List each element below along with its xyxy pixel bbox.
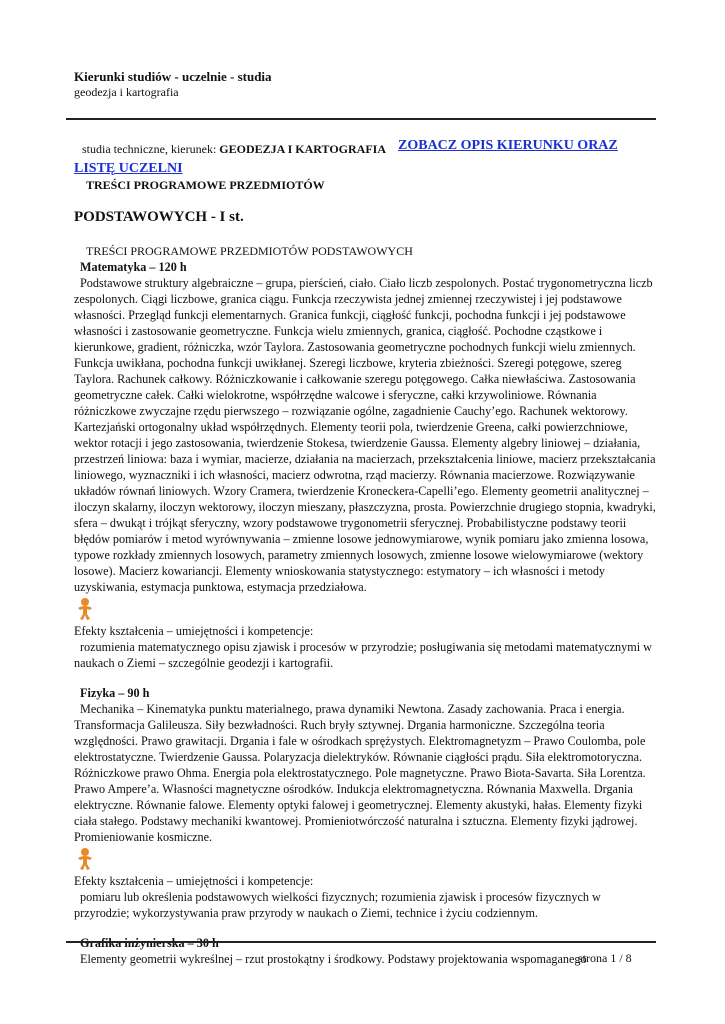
subject-title-physics: Fizyka – 90 h [80,686,150,700]
intro-field: GEODEZJA I KARTOGRAFIA [219,142,386,156]
course-link-part1[interactable]: ZOBACZ OPIS KIERUNKU ORAZ [398,138,618,153]
subject-description-math: Podstawowe struktury algebraiczne – grupa, pierścień, ciało. Ciało liczb zespolonych. Postać trygonometryczna liczb zespolonych. Ciągi liczbowe, granica ciągu. Funkcja rzeczywista jednej zmiennej rzeczywistej i jej podstawowe własności. Przegląd funkcji elementarnych. Granica funkcji, ciągłość funkcji, pochodna funkcji i jej podstawowe własności i zastosowanie geometryczne. Funkcja wielu zmiennych, granica, ciągłość. Pochodne cząstkowe i kierunkowe, gradient, różniczka, wzór Taylora. Zastosowania geometryczne pochodnych funkcji wielu zmiennych. Funkcja uwikłana, pochodna funkcji uwikłanej. Szeregi liczbowe, kryteria zbieżności. Szeregi potęgowe, szereg Taylora. Rachunek całkowy. Różniczkowanie i całkowanie szeregu potęgowego. Całka niewłaściwa. Zastosowania geometryczne całek. Całki wielokrotne, współrzędne walcowe i sferyczne, całki krzywoliniowe. Równania różniczkowe zwyczajne rzędu pierwszego – rozwiązanie ogólne, zagadnienie Cauchy’ego. Rachunek wektorowy. Kartezjański ortogonalny układ współrzędnych. Elementy teorii pola, twierdzenie Greena, całki powierzchniowe, wektor rotacji i jego zastosowania, twierdzenie Stokesa, twierdzenie Gaussa. Elementy algebry liniowej – działania, przestrzeń liniowa: baza i wymiar, macierze, działania na macierzach, przekształcenia liniowe, macierz przekształcania liniowego, wyznaczniki i ich własności, macierz odwrotna, rząd macierzy. Równania macierzowe. Rozwiązywanie układów równań liniowych. Wzory Cramera, twierdzenie Kroneckera-Capelli’ego. Elementy geometrii analitycznej – iloczyn skalarny, iloczyn wektorowy, iloczyn mieszany, płaszczyzna, prosta. Powierzchnie drugiego stopnia, kwadryki, sfera – dwukąt i trójkąt sferyczny, wzory podstawowe trygonometrii sferycznej. Probabilistyczne podstawy teorii błędów pomiarów i metod wyrównywania – zmienne losowe jednowymiarowe, wynik pomiaru jako zmienna losowa, typowe rozkłady zmiennych losowych, parametry zmiennych losowych, zmienne losowe wielowymiarowe (wektory losowe). Macierz kowariancji. Elementy wnioskowania statystycznego: estymatory – ich własności i metody uzyskiwania, estymacja punktowa, estymacja przedziałowa. [74,276,656,594]
effects-label-physics: Efekty kształcenia – umiejętności i kompetencje: [74,874,314,888]
subheading: TREŚCI PROGRAMOWE PRZEDMIOTÓW PODSTAWOWYCH [86,244,413,258]
effects-label-math: Efekty kształcenia – umiejętności i kompetencje: [74,624,314,638]
spacer [74,671,658,685]
main-content [74,138,658,967]
subject-description-graphics: Elementy geometrii wykreślnej – rzut prostokątny i środkowy. Podstawy projektowania wspomaganego [80,952,587,966]
header-subtitle: geodezja i kartografia [74,85,179,99]
header-title: Kierunki studiów - uczelnie - studia [74,69,272,84]
section-level: PODSTAWOWYCH - I st. [74,209,244,225]
figure-icon [74,597,96,621]
figure-icon [74,847,96,871]
page-number: strona 1 / 8 [578,951,632,965]
subject-description-physics: Mechanika – Kinematyka punktu materialnego, prawa dynamiki Newtona. Zasady zachowania. Praca i energia. Transformacja Galileusza. Siły bezwładności. Ruch bryły sztywnej. Drgania harmoniczne. Szczególna teoria względności. Prawo grawitacji. Drgania i fale w ośrodkach sprężystych. Elektromagnetyzm – Prawo Coulomba, pole elektrostatyczne. Twierdzenie Gaussa. Polaryzacja dielektryków. Równanie ciągłości prądu. Siła elektromotoryczna. Różniczkowe prawo Ohma. Energia pola elektrostatycznego. Pole magnetyczne. Prawo Biota-Savarta. Siła Lorentza. Prawo Ampere’a. Własności magnetyczne ośrodków. Indukcja elektromagnetyczna. Równania Maxwella. Drgania elektryczne. Równanie falowe. Elementy optyki falowej i geometrycznej. Elementy akustyki, hałas. Elementy fizyki ciała stałego. Podstawy mechaniki kwantowej. Promieniotwórczość naturalna i sztuczna. Elementy fizyki jądrowej. Promieniowanie kosmiczne. [74,702,646,844]
intro-line [74,138,658,160]
effects-text-physics: pomiaru lub określenia podstawowych wielkości fizycznych; rozumienia zjawisk i procesów fizycznych w przyrodzie; wykorzystywania praw przyrody w naukach o Ziemi, technice i życiu codziennym. [74,890,601,920]
course-link-part2[interactable]: LISTĘ UCZELNI [74,161,183,176]
spacer [74,921,658,935]
subject-title-math: Matematyka – 120 h [80,260,187,274]
subject-title-graphics: Grafika inżynierska – 30 h [80,936,219,950]
intro-text [82,141,386,157]
intro-prefix: studia techniczne, kierunek: [82,142,220,156]
section-title: TREŚCI PROGRAMOWE PRZEDMIOTÓW [86,178,325,192]
footer-divider [66,941,656,943]
header-divider [66,118,656,120]
effects-text-math: rozumienia matematycznego opisu zjawisk i procesów w przyrodzie; posługiwania się metodami matematycznymi w naukach o Ziemi – szczególnie geodezji i kartografii. [74,640,652,670]
intro-link-line [74,160,658,177]
